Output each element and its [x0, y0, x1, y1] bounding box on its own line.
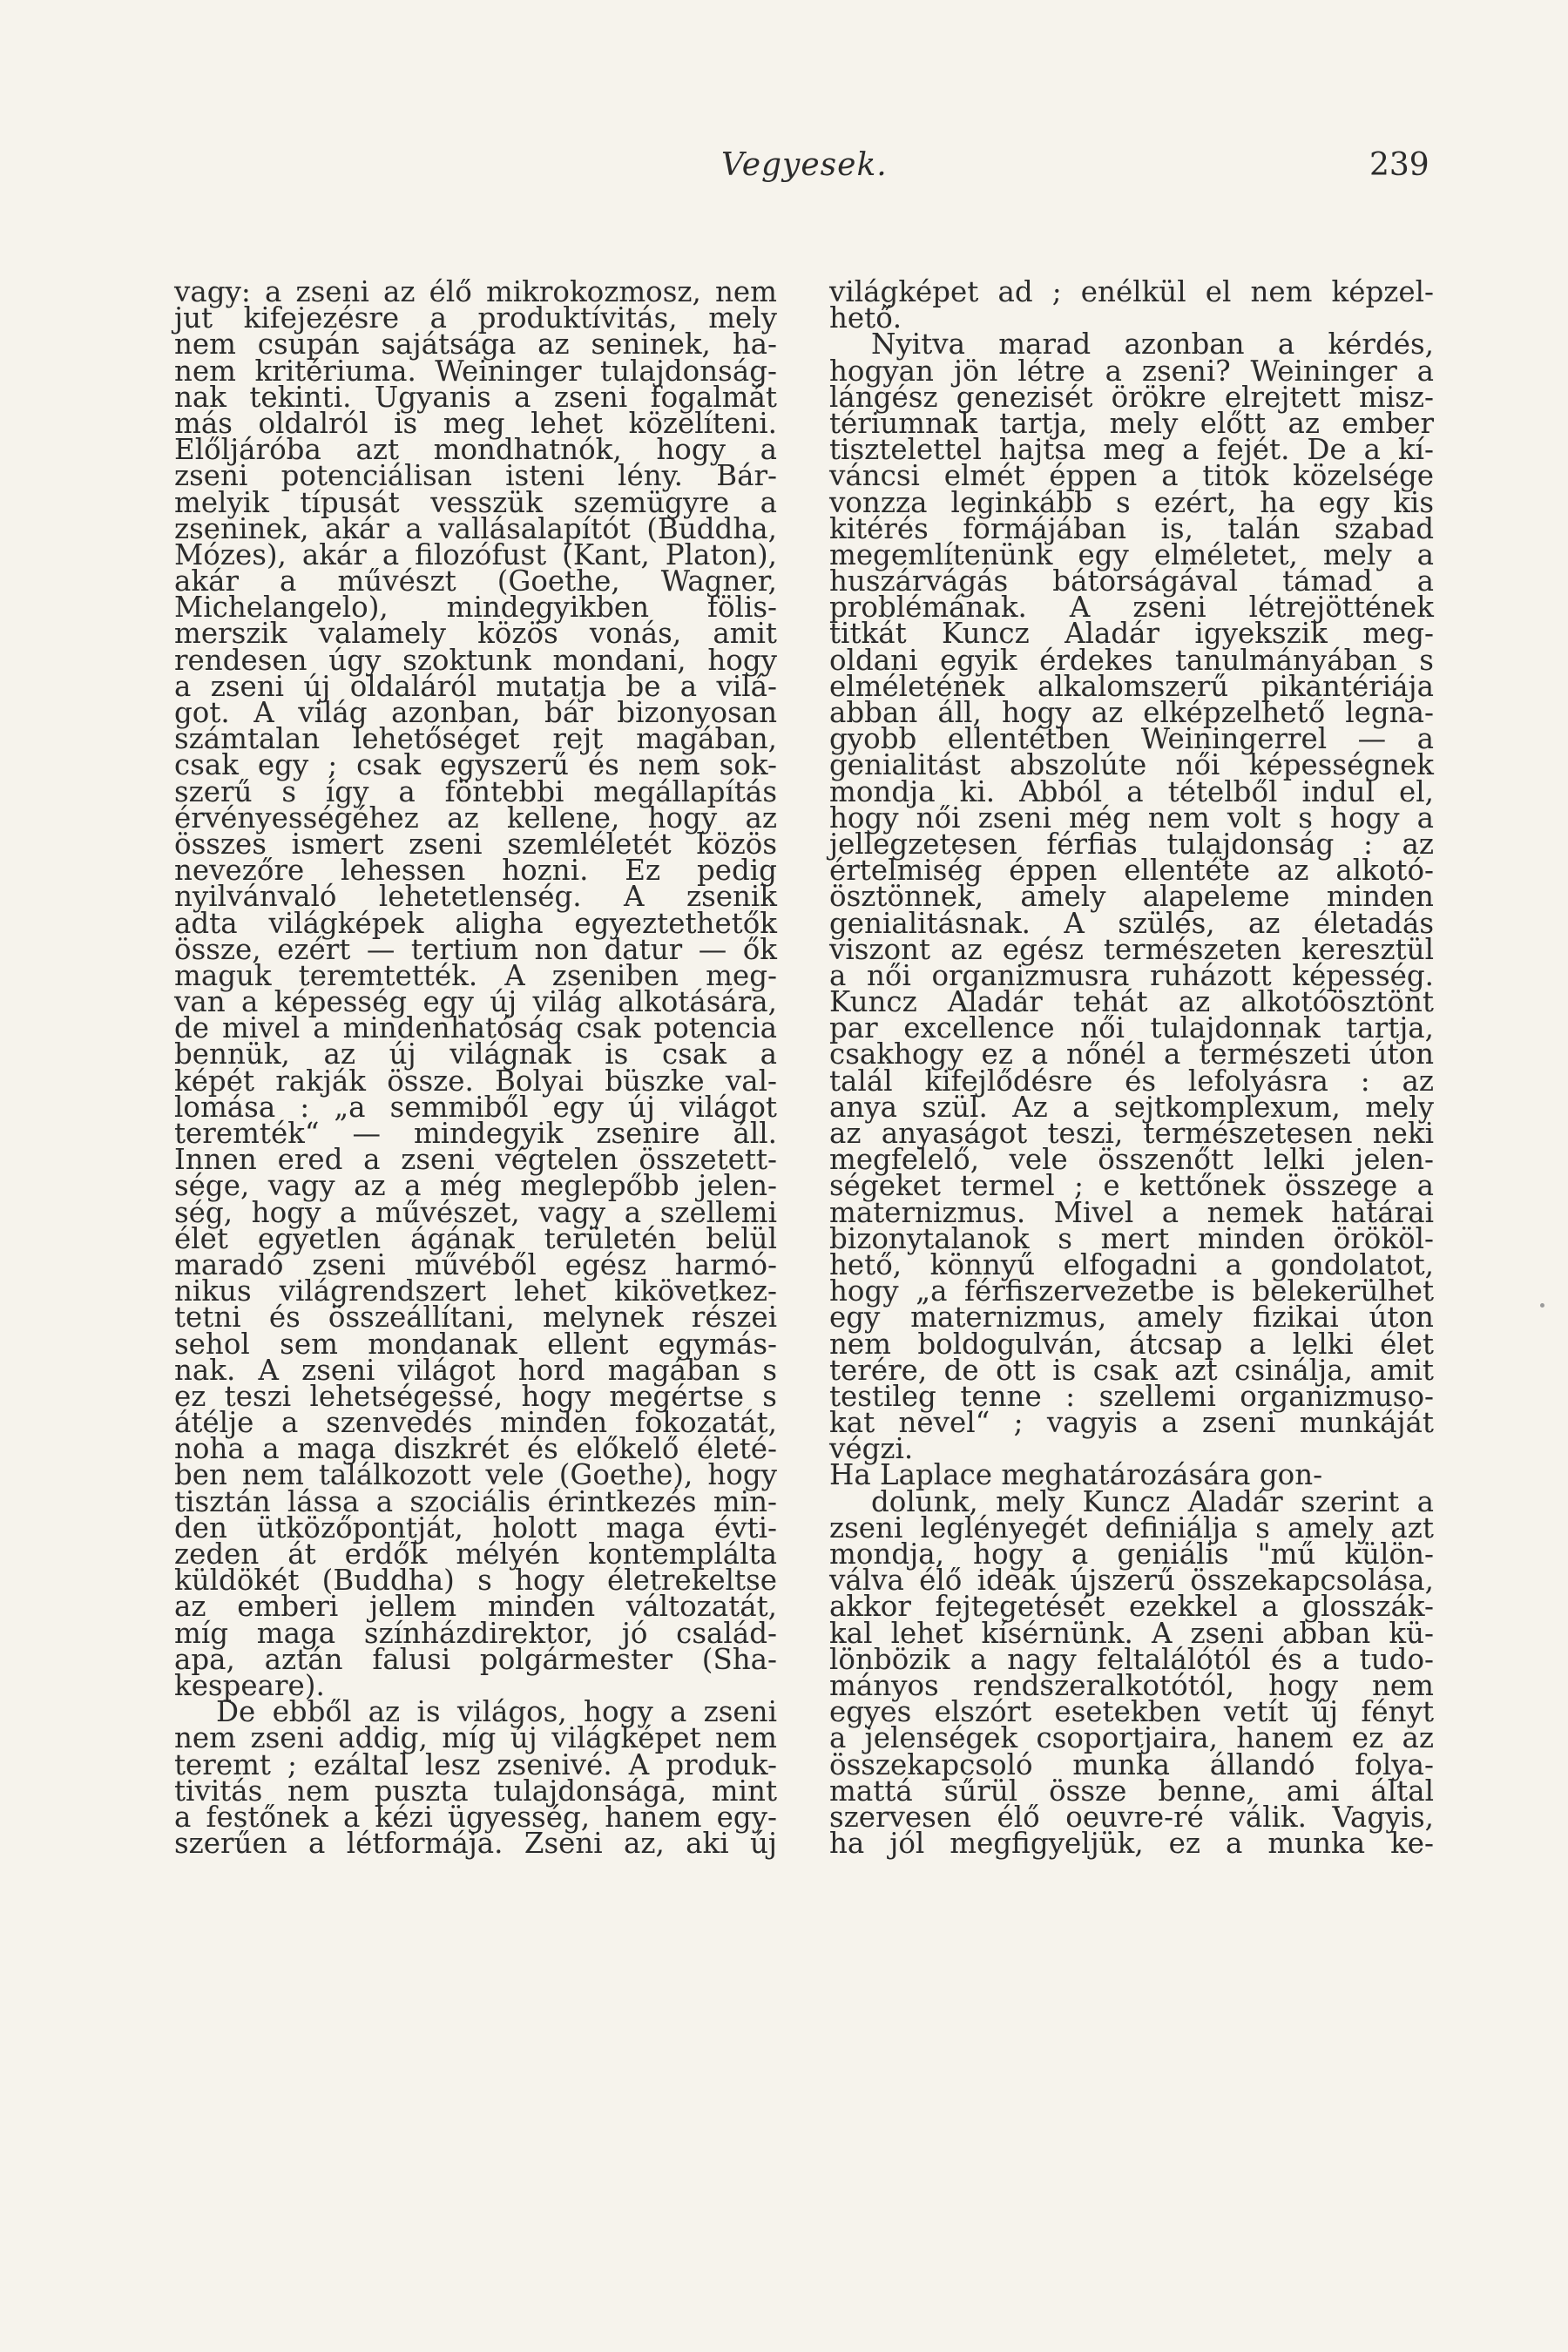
text-line: nikus világrendszert lehet kikövetkez-: [174, 1274, 777, 1308]
text-line: érvényességéhez az kellene, hogy az: [174, 801, 777, 835]
text-line: got. A világ azonban, bár bizonyosan: [174, 696, 777, 729]
text-line: testileg tenne : szellemi organizmuso-: [829, 1379, 1434, 1413]
text-line: szerű s így a föntebbi megállapítás: [174, 774, 777, 808]
text-line: válva élő ideák újszerű összekapcsolása,: [829, 1564, 1434, 1598]
text-line: apa, aztán falusi polgármester (Sha-: [174, 1642, 777, 1676]
text-line: a festőnek a kézi ügyesség, hanem egy-: [174, 1800, 777, 1834]
text-line: a jelenségek csoportjaira, hanem ez az: [829, 1721, 1434, 1755]
text-line: ösztönnek, amely alapeleme minden: [829, 880, 1434, 914]
text-line: váncsi elmét éppen a titok közelsége: [829, 459, 1434, 493]
text-line: abban áll, hogy az elképzelhető legna-: [829, 696, 1434, 729]
text-line: akkor fejtegetését ezekkel a glosszák-: [829, 1590, 1434, 1624]
text-line: élet egyetlen ágának területén belül: [174, 1221, 777, 1255]
text-line: ségeket termel ; e kettőnek összege a: [829, 1169, 1434, 1203]
text-line: oldani egyik érdekes tanulmányában s: [829, 643, 1434, 677]
text-line: a női organizmusra ruházott képesség.: [829, 958, 1434, 992]
text-line: melyik típusát vesszük szemügyre a: [174, 485, 777, 519]
running-title: Vegyesek.: [721, 147, 888, 183]
text-line: össze, ezért — tertium non datur — ők: [174, 932, 777, 966]
text-line: Michelangelo), mindegyikben fölis-: [174, 591, 777, 625]
text-line: nak. A zseni világot hord magában s: [174, 1353, 777, 1387]
text-line: Nyitva marad azonban a kérdés,: [871, 328, 1434, 362]
text-line: merszik valamely közös vonás, amit: [174, 617, 777, 651]
text-line: elméletének alkalomszerű pikantériája: [829, 669, 1434, 703]
text-line: kespeare).: [174, 1668, 325, 1702]
text-line: hető, könnyű elfogadni a gondolatot,: [829, 1247, 1434, 1281]
text-line: lönbözik a nagy feltalálótól és a tudo-: [829, 1642, 1434, 1676]
text-line: nem boldogulván, átcsap a lelki élet: [829, 1327, 1434, 1361]
text-line: adta világképek aligha egyeztethetők: [174, 906, 777, 940]
text-line: nyilvánvaló lehetetlenség. A zsenik: [174, 880, 777, 914]
text-line: jellegzetesen férfias tulajdonság : az: [829, 827, 1434, 861]
page-header: [0, 139, 1568, 192]
text-line: jut kifejezésre a produktívitás, mely: [174, 301, 777, 335]
text-line: maguk teremtették. A zseniben meg-: [174, 958, 777, 992]
text-line: maradó zseni művéből egész harmó-: [174, 1247, 777, 1281]
text-line: tisztelettel hajtsa meg a fejét. De a kí-: [829, 433, 1434, 467]
text-line: nevezőre lehessen hozni. Ez pedig: [174, 854, 777, 888]
text-line: a zseni új oldaláról mutatja be a vilá-: [174, 669, 777, 703]
text-line: genialitást abszolúte női képességnek: [829, 748, 1434, 782]
text-line: hogy női zseni még nem volt s hogy a: [829, 801, 1434, 835]
text-line: gyobb ellentétben Weiningerrel — a: [829, 722, 1434, 756]
text-line: tetni és összeállítani, melynek részei: [174, 1301, 777, 1335]
text-line: egy maternizmus, amely fizikai úton: [829, 1301, 1434, 1335]
text-line: den ütközőpontját, holott maga évti-: [174, 1511, 777, 1544]
text-line: átélje a szenvedés minden fokozatát,: [174, 1406, 777, 1440]
text-line: genialitásnak. A szülés, az életadás: [829, 906, 1434, 940]
text-line: egyes elszórt esetekben vetít új fényt: [829, 1695, 1434, 1729]
text-line: maternizmus. Mivel a nemek határai: [829, 1195, 1434, 1229]
text-line: mányos rendszeralkotótól, hogy nem: [829, 1668, 1434, 1702]
text-line: teremt ; ezáltal lesz zsenivé. A produk-: [174, 1747, 777, 1781]
text-line: mattá sűrül össze benne, ami által: [829, 1774, 1434, 1808]
text-line: mondja, hogy a geniális "mű külön-: [829, 1538, 1434, 1571]
text-line: hogyan jön létre a zseni? Weininger a: [829, 354, 1434, 388]
text-line: Mózes), akár a filozófust (Kant, Platon),: [174, 537, 777, 571]
text-line: szervesen élő oeuvre-ré válik. Vagyis,: [829, 1800, 1434, 1834]
text-line: kat nevel“ ; vagyis a zseni munkáját: [829, 1406, 1434, 1440]
text-line: számtalan lehetőséget rejt magában,: [174, 722, 777, 756]
text-line: nak tekinti. Ugyanis a zseni fogalmát: [174, 380, 777, 414]
text-line: megemlítenünk egy elméletet, mely a: [829, 537, 1434, 571]
text-line: van a képesség egy új világ alkotására,: [174, 985, 777, 1019]
text-line: Előljáróba azt mondhatnók, hogy a: [174, 433, 777, 467]
text-line: lomása : „a semmiből egy új világot: [174, 1090, 777, 1124]
text-line: az emberi jellem minden változatát,: [174, 1590, 777, 1624]
right-column: [829, 275, 1434, 1882]
text-line: zseni potenciálisan isteni lény. Bár-: [174, 459, 777, 493]
text-line: az anyaságot teszi, természetesen neki: [829, 1117, 1434, 1150]
text-line: anya szül. Az a sejtkomplexum, mely: [829, 1090, 1434, 1124]
text-line: problémának. A zseni létrejöttének: [829, 591, 1434, 625]
text-line: par excellence női tulajdonnak tartja,: [829, 1011, 1434, 1045]
text-line: De ebből az is világos, hogy a zseni: [216, 1695, 777, 1729]
text-line: csak egy ; csak egyszerű és nem sok-: [174, 748, 777, 782]
text-line: hető.: [829, 301, 902, 335]
left-column: [174, 275, 777, 1861]
text-line: értelmiség éppen ellentéte az alkotó-: [829, 854, 1434, 888]
text-line: akár a művészt (Goethe, Wagner,: [174, 564, 777, 598]
text-line: nem kritériuma. Weininger tulajdonság-: [174, 354, 777, 388]
text-line: Innen ered a zseni végtelen összetett-: [174, 1143, 777, 1177]
text-line: zseninek, akár a vallásalapítót (Buddha,: [174, 511, 777, 545]
text-line: végzi.: [829, 1432, 914, 1466]
text-line: kitérés formájában is, talán szabad: [829, 511, 1434, 545]
text-line: tivitás nem puszta tulajdonsága, mint: [174, 1774, 777, 1808]
text-line: sehol sem mondanak ellent egymás-: [174, 1327, 777, 1361]
text-line: képét rakják össze. Bolyai büszke val-: [174, 1064, 777, 1098]
text-line: sége, vagy az a még meglepőbb jelen-: [174, 1169, 777, 1203]
text-line: tisztán lássa a szociális érintkezés min-: [174, 1484, 777, 1518]
text-line: huszárvágás bátorságával támad a: [829, 564, 1434, 598]
text-line: kal lehet kísérnünk. A zseni abban kü-: [829, 1616, 1434, 1650]
text-line: világképet ad ; enélkül el nem képzel-: [829, 275, 1434, 308]
text-line: talál kifejlődésre és lefolyásra : az: [829, 1064, 1434, 1098]
text-line: teremték“ — mindegyik zsenire áll.: [174, 1117, 777, 1150]
margin-speck: [1540, 1303, 1544, 1308]
text-line: vonzza leginkább s ezért, ha egy kis: [829, 485, 1434, 519]
text-line: küldökét (Buddha) s hogy életrekeltse: [174, 1564, 777, 1598]
text-line: csakhogy ez a nőnél a természeti úton: [829, 1037, 1434, 1071]
text-line: zseni leglényegét definiálja s amely azt: [829, 1511, 1434, 1544]
text-line: ez teszi lehetségessé, hogy megértse s: [174, 1379, 777, 1413]
text-line: bizonytalanok s mert minden örököl-: [829, 1221, 1434, 1255]
text-line: megfelelő, vele összenőtt lelki jelen-: [829, 1143, 1434, 1177]
text-line: Ha Laplace meghatározására gon-: [829, 1458, 1323, 1492]
text-line: nem zseni addig, míg új világképet nem: [174, 1721, 777, 1755]
text-line: összekapcsoló munka állandó folya-: [829, 1747, 1434, 1781]
text-line: noha a maga diszkrét és előkelő életé-: [174, 1432, 777, 1466]
page-number: 239: [1369, 147, 1429, 183]
text-line: nem csupán sajátsága az seninek, ha-: [174, 328, 777, 362]
text-line: dolunk, mely Kuncz Aladár szerint a: [871, 1484, 1434, 1518]
text-line: ség, hogy a művészet, vagy a szellemi: [174, 1195, 777, 1229]
text-line: ben nem találkozott vele (Goethe), hogy: [174, 1458, 777, 1492]
text-line: rendesen úgy szoktunk mondani, hogy: [174, 643, 777, 677]
text-line: bennük, az új világnak is csak a: [174, 1037, 777, 1071]
text-line: zeden át erdők mélyén kontemplálta: [174, 1538, 777, 1571]
text-line: szerűen a létformája. Zseni az, aki új: [174, 1827, 777, 1861]
text-line: lángész genezisét örökre elrejtett misz-: [829, 380, 1434, 414]
text-line: míg maga színházdirektor, jó család-: [174, 1616, 777, 1650]
text-line: összes ismert zseni szemléletét közös: [174, 827, 777, 861]
text-line: vagy: a zseni az élő mikrokozmosz, nem: [174, 275, 777, 308]
text-line: Kuncz Aladár tehát az alkotóösztönt: [829, 985, 1434, 1019]
text-line: [829, 1856, 1434, 1882]
text-line: más oldalról is meg lehet közelíteni.: [174, 406, 777, 440]
text-line: ha jól megfigyeljük, ez a munka ke-: [829, 1827, 1434, 1861]
text-line: tériumnak tartja, mely előtt az ember: [829, 406, 1434, 440]
text-line: terére, de ott is csak azt csinálja, amit: [829, 1353, 1434, 1387]
text-line: titkát Kuncz Aladár igyekszik meg-: [829, 617, 1434, 651]
text-line: mondja ki. Abból a tételből indul el,: [829, 774, 1434, 808]
text-line: hogy „a férfiszervezetbe is belekerülhet: [829, 1274, 1434, 1308]
text-line: de mivel a mindenhatóság csak potencia: [174, 1011, 777, 1045]
text-line: viszont az egész természeten keresztül: [829, 932, 1434, 966]
